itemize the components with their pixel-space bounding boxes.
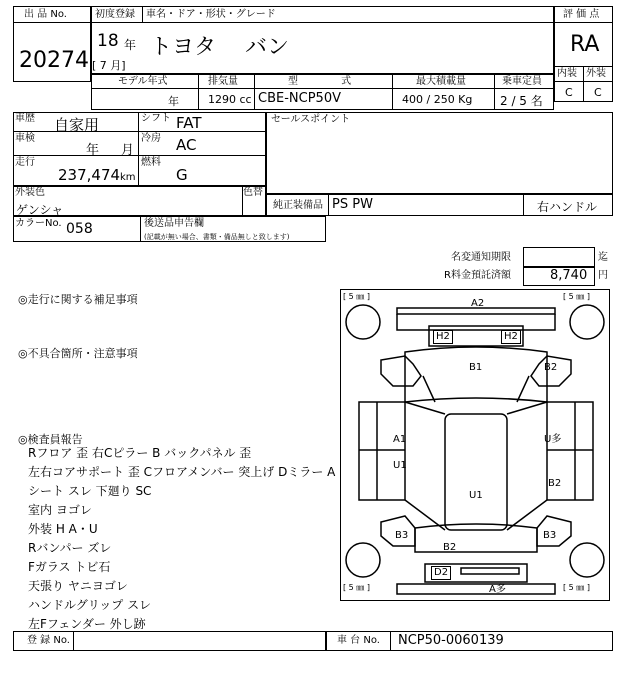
mark-h2-right: H2	[501, 330, 521, 344]
recycle-fee-label: R料金預託済額	[444, 270, 511, 281]
mark-a1: A1	[393, 434, 407, 445]
inspector-line: Rバンパー ズレ	[28, 541, 112, 555]
options-label: 純正装備品	[273, 200, 323, 211]
car-outline	[341, 290, 611, 602]
fuel-label: 燃料	[141, 157, 161, 168]
name-change-deadline-field	[523, 247, 595, 267]
tire-depth-rear-left: [ 5 ㎜ ]	[343, 292, 370, 301]
first-registration-month: [ 7 月]	[92, 59, 126, 72]
driving-notes-heading: ◎走行に関する補足事項	[18, 293, 138, 306]
defects-heading: ◎不具合箇所・注意事項	[18, 347, 138, 360]
mark-b3-left: B3	[395, 530, 409, 541]
inspector-line: Fガラス トビ石	[28, 560, 111, 574]
ac: AC	[176, 136, 197, 154]
tire-depth-front-left: [ 5 ㎜ ]	[343, 583, 370, 592]
first-registration-label: 初度登録	[95, 9, 135, 20]
sales-point-label: セールスポイント	[271, 114, 351, 125]
chassis-number-label: 車 台 No.	[337, 635, 380, 646]
inspection-month-unit: 月	[121, 143, 135, 158]
model-year-unit: 年	[168, 95, 179, 108]
name-change-deadline-unit: 迄	[598, 252, 608, 263]
lot-number: 20274	[19, 48, 89, 73]
inspection-year-unit: 年	[86, 143, 100, 158]
inspector-line: Rフロア 歪 右Cピラー B バックパネル 歪	[28, 446, 252, 460]
mark-a2: A2	[471, 298, 485, 309]
exterior-grade-label: 外装	[586, 68, 606, 79]
mark-b3-right: B3	[543, 530, 557, 541]
mark-b2-right: B2	[548, 478, 562, 489]
recycle-fee: 8,740	[550, 268, 588, 283]
year-unit: 年	[124, 38, 137, 52]
name-change-deadline-label: 名変通知期限	[451, 252, 511, 263]
shift-label: シフト	[141, 113, 171, 124]
mark-u1-roof: U1	[469, 490, 483, 501]
displacement: 1290 cc	[208, 93, 252, 106]
inspector-line: シート スレ 下廻り SC	[28, 484, 152, 498]
mark-b1: B1	[469, 362, 483, 373]
steering: 右ハンドル	[537, 200, 598, 214]
color-change-label: 色替	[243, 187, 263, 198]
color-number: 058	[66, 221, 93, 237]
mileage-label: 走行	[15, 157, 35, 168]
tire-depth-front-right: [ 5 ㎜ ]	[563, 583, 590, 592]
info-box	[13, 112, 266, 186]
tire-depth-rear-right: [ 5 ㎜ ]	[563, 292, 590, 301]
interior-grade: C	[565, 86, 573, 99]
history-label: 車歴	[15, 113, 35, 124]
mark-h2-left: H2	[433, 330, 453, 344]
car-name-label: 車名・ドア・形状・グレード	[146, 9, 276, 20]
fuel: G	[176, 166, 188, 184]
inspection-label: 車検	[15, 133, 35, 144]
lot-number-label: 出 品 No.	[24, 9, 67, 20]
inspector-line: 左右コアサポート 歪 Cフロアメンバー 突上げ Dミラー A	[28, 465, 336, 479]
inspector-heading: ◎検査員報告	[18, 433, 83, 446]
max-load: 400 / 250 Kg	[402, 93, 473, 106]
inspector-line: 左Fフェンダー 外し跡	[28, 617, 146, 631]
capacity: 2 / 5 名	[500, 94, 543, 108]
options: PS PW	[332, 197, 373, 212]
ac-label: 冷房	[141, 133, 161, 144]
docs-note: (記載が無い場合、書類・備品無しと致します)	[144, 233, 290, 241]
model-year-label: モデル年式	[118, 76, 168, 87]
rating-label: 評 価 点	[563, 9, 600, 20]
inspector-line: 外装 H A・U	[28, 522, 98, 536]
body-color: ゲンシャ	[16, 203, 64, 217]
mileage: 237,474	[58, 166, 121, 184]
exterior-grade: C	[594, 86, 602, 99]
rating-score: RA	[570, 32, 600, 57]
model-type: CBE-NCP50V	[258, 91, 341, 106]
capacity-label: 乗車定員	[502, 76, 542, 87]
first-registration-year: 18	[97, 31, 119, 51]
tire-rear-right	[570, 305, 604, 339]
recycle-fee-unit: 円	[598, 270, 608, 281]
tire-rear-left	[346, 305, 380, 339]
inspector-line: 室内 ヨゴレ	[28, 503, 92, 517]
shift: FAT	[176, 114, 202, 132]
chassis-number: NCP50-0060139	[398, 633, 504, 648]
mark-a-many: A多	[489, 584, 506, 595]
car-name: トヨタ バン	[150, 35, 289, 60]
inspector-line: ハンドルグリップ スレ	[28, 598, 152, 612]
mark-b2-rear-right: B2	[544, 362, 558, 373]
history: 自家用	[54, 116, 100, 134]
vehicle-diagram	[340, 289, 610, 601]
inspector-line: 天張り ヤニヨゴレ	[28, 579, 128, 593]
registration-number-label: 登 録 No.	[27, 635, 70, 646]
color-label: 外装色	[15, 187, 45, 198]
mark-u-many: U多	[544, 434, 562, 445]
type-label: 型 式	[288, 76, 352, 87]
interior-grade-label: 内装	[557, 68, 577, 79]
tire-front-right	[570, 543, 604, 577]
color-number-label: カラーNo.	[15, 218, 62, 229]
mark-d2: D2	[431, 566, 451, 580]
mark-b2-front: B2	[443, 542, 457, 553]
displacement-label: 排気量	[208, 76, 238, 87]
tire-front-left	[346, 543, 380, 577]
mark-u1-left: U1	[393, 460, 407, 471]
docs-label: 後送品申告欄	[144, 218, 204, 229]
max-load-label: 最大積載量	[416, 76, 466, 87]
mileage-unit: km	[120, 172, 136, 183]
